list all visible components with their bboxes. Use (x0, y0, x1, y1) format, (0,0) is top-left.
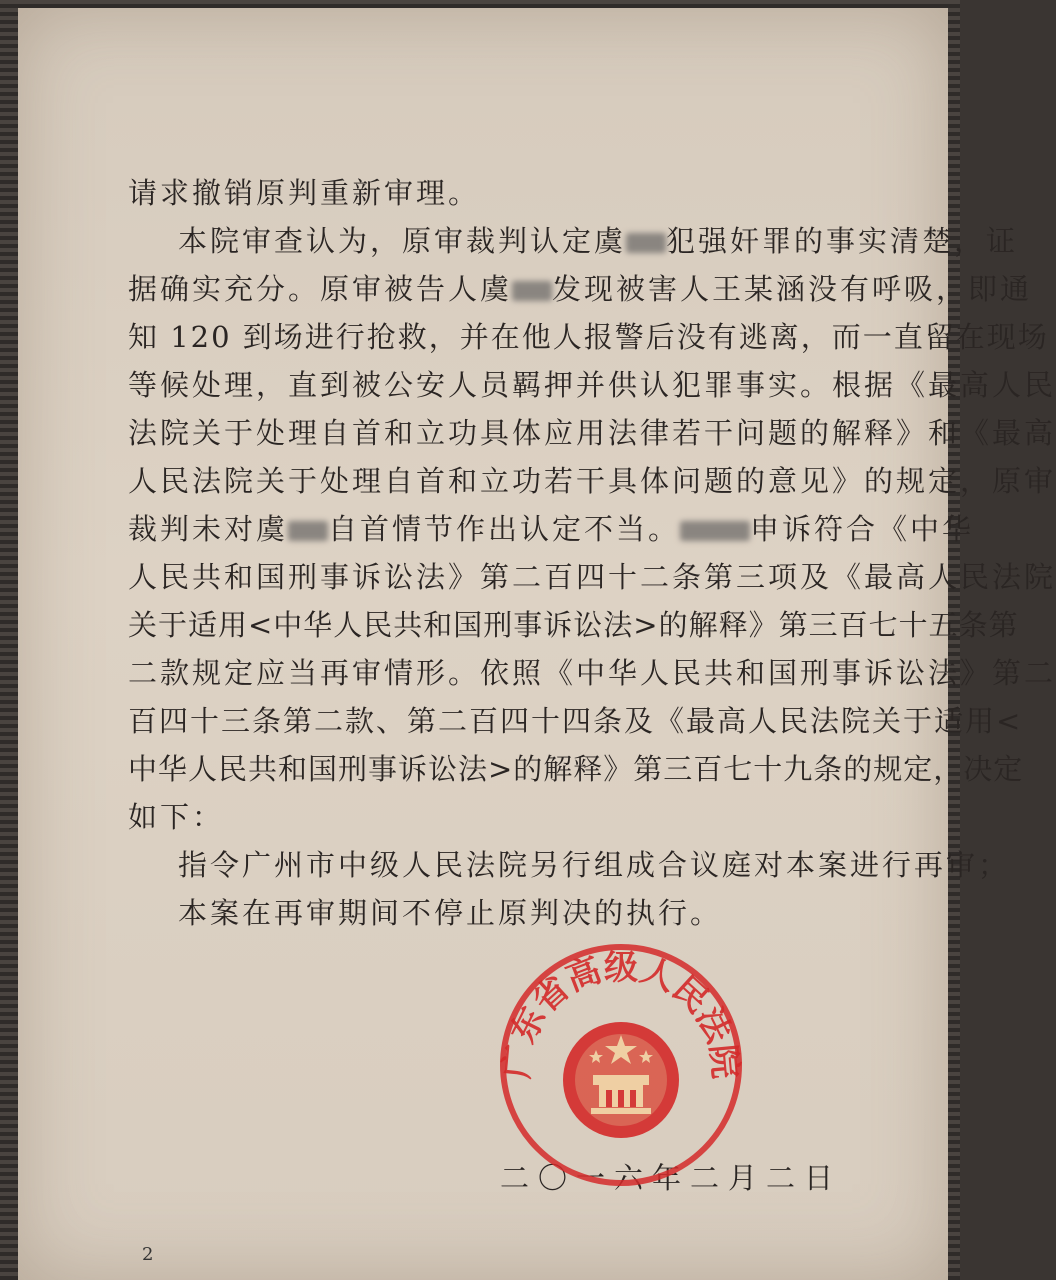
text-line-7: 人民法院关于处理自首和立功若干具体问题的意见》的规定，原审 (128, 464, 1056, 498)
document-date: 二〇一六年二月二日 (500, 1161, 843, 1195)
redacted-name (288, 521, 328, 541)
text-line-1: 请求撤销原判重新审理。 (128, 176, 481, 210)
text-line-16: 本案在再审期间不停止原判决的执行。 (178, 896, 723, 930)
text-line-6: 法院关于处理自首和立功具体应用法律若干问题的解释》和《最高 (128, 416, 1056, 450)
text-line-9: 人民共和国刑事诉讼法》第二百四十二条第三项及《最高人民法院 (128, 560, 1056, 594)
text-line-8: 裁判未对虞 自首情节作出认定不当。 申诉符合《中华 (128, 512, 975, 546)
redacted-name (626, 233, 666, 253)
text-line-15: 指令广州市中级人民法院另行组成合议庭对本案进行再审； (178, 848, 1011, 882)
text-line-10: 关于适用<中华人民共和国刑事诉讼法>的解释》第三百七十五条第 (128, 608, 1019, 642)
court-seal-stamp (496, 940, 746, 1190)
text-line-3: 据确实充分。原审被告人虞 发现被害人王某涵没有呼吸，即通 (128, 272, 1033, 306)
text-line-11: 二款规定应当再审情形。依照《中华人民共和国刑事诉讼法》第二 (128, 656, 1056, 690)
document-page (18, 8, 1056, 1280)
text-line-12: 百四十三条第二款、第二百四十四条及《最高人民法院关于适用< (128, 704, 1023, 738)
seal-text: 广东省高级人民法院 (496, 947, 746, 1081)
redacted-name (512, 281, 552, 301)
national-emblem-icon (563, 1022, 679, 1138)
text-line-2: 本院审查认为，原审裁判认定虞 犯强奸罪的事实清楚，证 (178, 224, 1019, 258)
redacted-name (680, 521, 750, 541)
text-line-13: 中华人民共和国刑事诉讼法>的解释》第三百七十九条的规定，决定 (128, 752, 1024, 786)
text-line-4: 知 120 到场进行抢救，并在他人报警后没有逃离，而一直留在现场 (128, 320, 1049, 354)
text-line-14: 如下： (128, 800, 225, 834)
page-number: 2 (142, 1244, 154, 1265)
text-line-5: 等候处理，直到被公安人员羁押并供认犯罪事实。根据《最高人民 (128, 368, 1056, 402)
